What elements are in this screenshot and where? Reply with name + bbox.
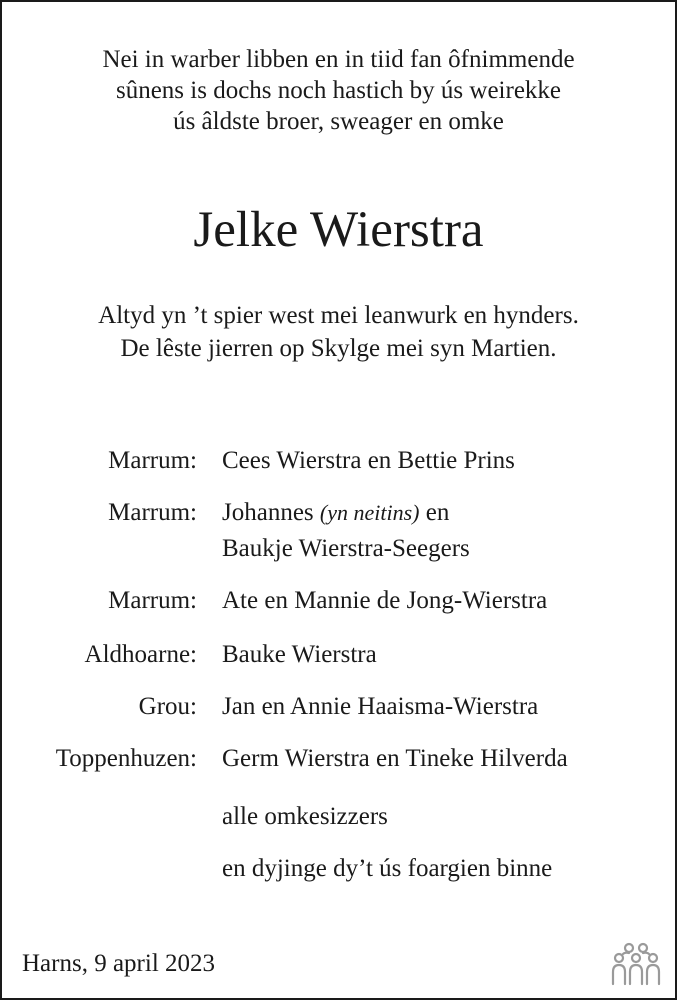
in-memoriam-note: (yn neitins) — [319, 500, 420, 525]
intro-text — [2, 44, 675, 137]
mourner-names: Germ Wierstra en Tineke Hilverda — [222, 745, 568, 772]
mourner-place: Marrum: — [108, 587, 197, 614]
mourner-name-part: Johannes — [222, 499, 314, 526]
place-and-date: Harns, 9 april 2023 — [22, 950, 216, 977]
mourner-name-part: Baukje Wierstra-Seegers — [222, 535, 470, 562]
mourner-row — [2, 741, 675, 799]
mourner-place: Marrum: — [108, 499, 197, 526]
mourner-row — [2, 689, 675, 741]
mourner-row — [2, 637, 675, 689]
intro-line: Nei in warber libben en in tiid fan ôfnimmende — [102, 46, 575, 73]
closing-row — [2, 851, 675, 887]
mourner-place: Grou: — [138, 693, 197, 720]
closing-line: en dyjinge dy’t ús foargien binne — [222, 855, 553, 882]
mourner-place: Aldhoarne: — [84, 641, 197, 668]
mourner-names: Ate en Mannie de Jong-Wierstra — [222, 587, 548, 614]
mourner-names: Jan en Annie Haaisma-Wierstra — [222, 693, 539, 720]
mourner-names — [222, 495, 470, 567]
closing-line: alle omkesizzers — [222, 803, 388, 830]
mourner-row — [2, 495, 675, 583]
tribute-text — [2, 299, 675, 365]
mourner-name-part: en — [425, 499, 450, 526]
tribute-line: Altyd yn ’t spier west mei leanwurk en hynders. — [98, 302, 579, 329]
mourner-row — [2, 443, 675, 495]
mourner-place: Toppenhuzen: — [55, 745, 197, 772]
closing-row — [2, 799, 675, 851]
mourner-names: Cees Wierstra en Bettie Prins — [222, 447, 515, 474]
family-group-icon — [611, 942, 661, 986]
mourners-list — [2, 443, 675, 887]
deceased-name: Jelke Wierstra — [193, 202, 484, 258]
mourner-names: Bauke Wierstra — [222, 641, 377, 668]
mourner-place: Marrum: — [108, 447, 197, 474]
mourner-row — [2, 583, 675, 637]
tribute-line: De lêste jierren op Skylge mei syn Martien. — [120, 335, 557, 362]
intro-line: ús âldste broer, sweager en omke — [173, 108, 504, 135]
intro-line: sûnens is dochs noch hastich by ús weirekke — [115, 77, 562, 104]
